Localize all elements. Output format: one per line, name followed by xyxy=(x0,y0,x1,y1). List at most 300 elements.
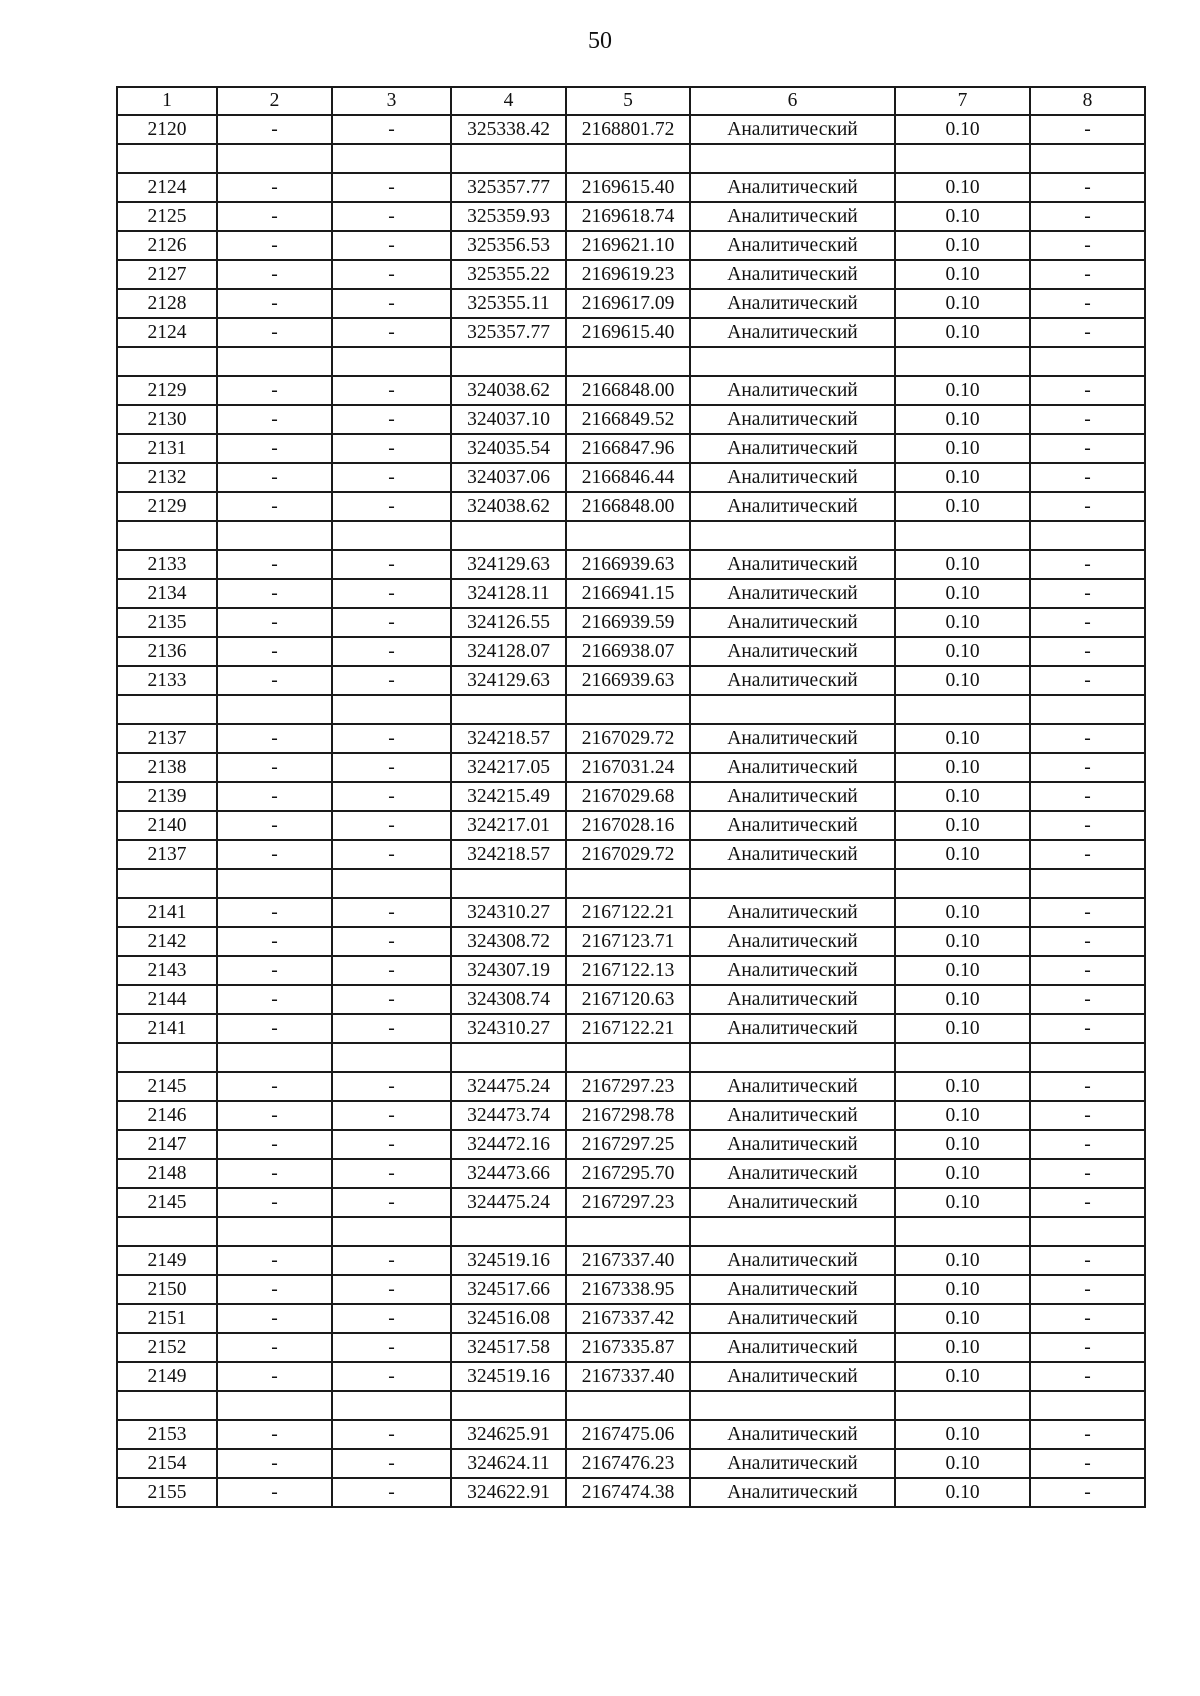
table-cell: - xyxy=(332,956,451,985)
table-cell: 325359.93 xyxy=(451,202,566,231)
table-cell: 0.10 xyxy=(895,1478,1030,1507)
table-cell: Аналитический xyxy=(690,1420,895,1449)
table-cell xyxy=(690,1217,895,1246)
table-cell xyxy=(117,1217,217,1246)
table-cell: 2169617.09 xyxy=(566,289,690,318)
table-cell xyxy=(451,521,566,550)
table-row xyxy=(117,1043,1145,1072)
table-cell: 2126 xyxy=(117,231,217,260)
table-cell: 2167029.72 xyxy=(566,724,690,753)
table-cell xyxy=(217,1391,332,1420)
table-cell xyxy=(566,695,690,724)
table-cell: - xyxy=(1030,231,1145,260)
table-cell: Аналитический xyxy=(690,289,895,318)
table-cell: - xyxy=(1030,115,1145,144)
table-cell: - xyxy=(217,492,332,521)
table-cell: 0.10 xyxy=(895,753,1030,782)
table-cell: 0.10 xyxy=(895,1275,1030,1304)
table-cell: 2167335.87 xyxy=(566,1333,690,1362)
table-cell: 2168801.72 xyxy=(566,115,690,144)
table-cell: 2167337.42 xyxy=(566,1304,690,1333)
table-cell: - xyxy=(1030,608,1145,637)
table-cell: - xyxy=(217,1304,332,1333)
table-cell: - xyxy=(1030,1333,1145,1362)
table-cell: - xyxy=(217,666,332,695)
table-cell: Аналитический xyxy=(690,1159,895,1188)
table-row xyxy=(117,1072,1145,1101)
table-cell xyxy=(117,869,217,898)
table-row xyxy=(117,202,1145,231)
table-row xyxy=(117,1014,1145,1043)
table-cell: 0.10 xyxy=(895,608,1030,637)
table-cell: 2153 xyxy=(117,1420,217,1449)
table-cell: 2167123.71 xyxy=(566,927,690,956)
table-cell xyxy=(332,521,451,550)
table-cell: - xyxy=(217,608,332,637)
column-header: 7 xyxy=(895,87,1030,115)
column-header: 5 xyxy=(566,87,690,115)
table-cell: 0.10 xyxy=(895,1362,1030,1391)
table-cell: - xyxy=(332,724,451,753)
table-cell: 2169615.40 xyxy=(566,173,690,202)
table-cell: - xyxy=(1030,1275,1145,1304)
table-cell: 2128 xyxy=(117,289,217,318)
table-cell: 2167475.06 xyxy=(566,1420,690,1449)
table-cell: - xyxy=(1030,1072,1145,1101)
table-cell: - xyxy=(1030,289,1145,318)
table-row xyxy=(117,927,1145,956)
table-cell xyxy=(451,1043,566,1072)
table-cell: - xyxy=(332,376,451,405)
table-cell: - xyxy=(217,1362,332,1391)
table-cell: 2167338.95 xyxy=(566,1275,690,1304)
table-cell: 2167297.25 xyxy=(566,1130,690,1159)
table-row xyxy=(117,1130,1145,1159)
table-cell: - xyxy=(1030,1304,1145,1333)
table-cell xyxy=(690,144,895,173)
table-cell: 324475.24 xyxy=(451,1072,566,1101)
table-cell: 0.10 xyxy=(895,463,1030,492)
table-cell: 2166846.44 xyxy=(566,463,690,492)
table-cell: 324519.16 xyxy=(451,1246,566,1275)
table-cell: - xyxy=(332,260,451,289)
table-cell: 324217.05 xyxy=(451,753,566,782)
table-cell: - xyxy=(217,260,332,289)
table-cell: - xyxy=(217,811,332,840)
table-cell: - xyxy=(1030,1420,1145,1449)
table-cell: 0.10 xyxy=(895,956,1030,985)
table-cell: 0.10 xyxy=(895,898,1030,927)
table-cell: 2132 xyxy=(117,463,217,492)
table-row xyxy=(117,1101,1145,1130)
table-row xyxy=(117,1246,1145,1275)
table-cell: - xyxy=(217,985,332,1014)
table-cell: 0.10 xyxy=(895,550,1030,579)
table-cell: 2169618.74 xyxy=(566,202,690,231)
table-cell: - xyxy=(217,898,332,927)
table-cell: - xyxy=(1030,985,1145,1014)
table-row xyxy=(117,1391,1145,1420)
table-cell: 324215.49 xyxy=(451,782,566,811)
table-cell: - xyxy=(1030,811,1145,840)
table-cell xyxy=(690,869,895,898)
table-cell: 324126.55 xyxy=(451,608,566,637)
table-cell xyxy=(566,347,690,376)
table-cell: 324473.66 xyxy=(451,1159,566,1188)
table-cell: - xyxy=(332,1362,451,1391)
column-header: 6 xyxy=(690,87,895,115)
table-cell: 2167029.68 xyxy=(566,782,690,811)
table-cell: 0.10 xyxy=(895,1014,1030,1043)
table-cell: - xyxy=(1030,376,1145,405)
table-cell: - xyxy=(332,753,451,782)
table-cell: 0.10 xyxy=(895,637,1030,666)
table-cell xyxy=(217,144,332,173)
table-cell: - xyxy=(332,579,451,608)
table-cell: 324310.27 xyxy=(451,898,566,927)
table-cell: - xyxy=(332,840,451,869)
table-cell: Аналитический xyxy=(690,492,895,521)
column-header: 3 xyxy=(332,87,451,115)
table-cell: 0.10 xyxy=(895,985,1030,1014)
table-row xyxy=(117,463,1145,492)
table-cell: 2167028.16 xyxy=(566,811,690,840)
table-row xyxy=(117,376,1145,405)
table-cell: Аналитический xyxy=(690,115,895,144)
table-cell: Аналитический xyxy=(690,811,895,840)
table-cell: 2166939.63 xyxy=(566,666,690,695)
table-cell xyxy=(332,695,451,724)
table-cell xyxy=(1030,347,1145,376)
table-cell xyxy=(117,695,217,724)
table-cell: Аналитический xyxy=(690,260,895,289)
table-cell: Аналитический xyxy=(690,1304,895,1333)
table-cell: 325355.11 xyxy=(451,289,566,318)
table-row xyxy=(117,1420,1145,1449)
table-cell: 324516.08 xyxy=(451,1304,566,1333)
table-cell: - xyxy=(1030,405,1145,434)
table-cell: 0.10 xyxy=(895,289,1030,318)
table-row xyxy=(117,956,1145,985)
table-cell: 0.10 xyxy=(895,492,1030,521)
table-cell: - xyxy=(217,1014,332,1043)
table-cell: - xyxy=(1030,1362,1145,1391)
table-cell: 2145 xyxy=(117,1188,217,1217)
table-cell xyxy=(332,1217,451,1246)
table-cell: - xyxy=(1030,1449,1145,1478)
table-cell: 324624.11 xyxy=(451,1449,566,1478)
table-cell xyxy=(117,347,217,376)
table-cell: 0.10 xyxy=(895,1420,1030,1449)
table-cell: 2127 xyxy=(117,260,217,289)
table-cell: - xyxy=(332,463,451,492)
table-row xyxy=(117,231,1145,260)
table-cell: 0.10 xyxy=(895,927,1030,956)
table-cell: - xyxy=(217,376,332,405)
table-cell: - xyxy=(332,1188,451,1217)
table-cell: Аналитический xyxy=(690,956,895,985)
table-cell: - xyxy=(332,1130,451,1159)
table-row xyxy=(117,260,1145,289)
table-cell xyxy=(117,1391,217,1420)
table-cell: - xyxy=(332,318,451,347)
table-cell: 2167297.23 xyxy=(566,1072,690,1101)
table-cell: - xyxy=(217,753,332,782)
table-cell: 324625.91 xyxy=(451,1420,566,1449)
table-cell: - xyxy=(1030,1159,1145,1188)
table-cell xyxy=(566,144,690,173)
table-cell: Аналитический xyxy=(690,927,895,956)
table-row xyxy=(117,724,1145,753)
table-cell: 2169615.40 xyxy=(566,318,690,347)
table-row xyxy=(117,1188,1145,1217)
table-cell: - xyxy=(217,1130,332,1159)
table-cell: - xyxy=(217,1072,332,1101)
table-cell: - xyxy=(1030,666,1145,695)
table-cell xyxy=(332,1391,451,1420)
table-cell: 324475.24 xyxy=(451,1188,566,1217)
table-cell: 0.10 xyxy=(895,173,1030,202)
table-cell: 2145 xyxy=(117,1072,217,1101)
table-cell: 2141 xyxy=(117,898,217,927)
table-cell: 2129 xyxy=(117,492,217,521)
table-cell: 0.10 xyxy=(895,434,1030,463)
table-cell: 2167122.21 xyxy=(566,1014,690,1043)
table-row xyxy=(117,637,1145,666)
table-cell xyxy=(217,1043,332,1072)
table-cell: - xyxy=(332,608,451,637)
table-cell: 324217.01 xyxy=(451,811,566,840)
table-cell xyxy=(895,695,1030,724)
table-cell: Аналитический xyxy=(690,550,895,579)
table-cell: Аналитический xyxy=(690,1478,895,1507)
table-cell xyxy=(566,1043,690,1072)
table-cell: - xyxy=(1030,1188,1145,1217)
table-cell: 2135 xyxy=(117,608,217,637)
table-cell: 2167122.13 xyxy=(566,956,690,985)
page-number: 50 xyxy=(588,28,612,54)
table-cell: - xyxy=(217,115,332,144)
table-cell: 2166848.00 xyxy=(566,492,690,521)
table-cell: 324517.66 xyxy=(451,1275,566,1304)
table-cell: - xyxy=(1030,1130,1145,1159)
table-cell: 2166939.59 xyxy=(566,608,690,637)
table-cell: 2167122.21 xyxy=(566,898,690,927)
table-row xyxy=(117,550,1145,579)
table-cell: - xyxy=(1030,724,1145,753)
table-cell xyxy=(217,1217,332,1246)
table-cell: - xyxy=(217,463,332,492)
table-cell: - xyxy=(332,1072,451,1101)
table-cell: 2129 xyxy=(117,376,217,405)
table-cell: 0.10 xyxy=(895,666,1030,695)
table-cell: - xyxy=(1030,1014,1145,1043)
table-cell xyxy=(217,695,332,724)
table-cell: Аналитический xyxy=(690,463,895,492)
table-cell: 324129.63 xyxy=(451,550,566,579)
table-cell: - xyxy=(332,550,451,579)
table-cell: 324038.62 xyxy=(451,376,566,405)
table-cell: 0.10 xyxy=(895,840,1030,869)
table-row xyxy=(117,869,1145,898)
table-row xyxy=(117,898,1145,927)
table-cell xyxy=(451,695,566,724)
table-cell: 0.10 xyxy=(895,231,1030,260)
table-cell xyxy=(895,869,1030,898)
table-cell: 2142 xyxy=(117,927,217,956)
table-cell: 2167029.72 xyxy=(566,840,690,869)
table-cell: 0.10 xyxy=(895,1101,1030,1130)
table-cell: 2154 xyxy=(117,1449,217,1478)
table-cell: 0.10 xyxy=(895,782,1030,811)
table-cell: - xyxy=(217,231,332,260)
table-cell xyxy=(566,869,690,898)
table-cell: - xyxy=(217,927,332,956)
table-cell xyxy=(690,1391,895,1420)
table-cell: 2141 xyxy=(117,1014,217,1043)
table-cell: 0.10 xyxy=(895,1304,1030,1333)
coordinates-table xyxy=(116,86,1146,1508)
table-cell: - xyxy=(217,173,332,202)
table-cell: 2130 xyxy=(117,405,217,434)
table-cell: 325357.77 xyxy=(451,173,566,202)
table-cell: 2167474.38 xyxy=(566,1478,690,1507)
table-cell: Аналитический xyxy=(690,666,895,695)
column-header: 1 xyxy=(117,87,217,115)
table-cell: - xyxy=(217,1275,332,1304)
table-cell: 324128.11 xyxy=(451,579,566,608)
table-cell: - xyxy=(332,1159,451,1188)
table-cell: - xyxy=(332,1478,451,1507)
table-cell: 0.10 xyxy=(895,1449,1030,1478)
table-cell: 324308.72 xyxy=(451,927,566,956)
table-cell xyxy=(332,347,451,376)
table-cell: 0.10 xyxy=(895,405,1030,434)
table-cell xyxy=(332,144,451,173)
table-cell: - xyxy=(332,115,451,144)
table-cell: - xyxy=(217,1420,332,1449)
table-cell: 2144 xyxy=(117,985,217,1014)
table-cell: Аналитический xyxy=(690,1130,895,1159)
table-row xyxy=(117,405,1145,434)
table-cell xyxy=(332,1043,451,1072)
table-cell: - xyxy=(332,1275,451,1304)
table-cell xyxy=(566,1391,690,1420)
table-cell xyxy=(332,869,451,898)
table-cell xyxy=(895,521,1030,550)
table-cell: 2169619.23 xyxy=(566,260,690,289)
table-cell: 0.10 xyxy=(895,579,1030,608)
table-cell: - xyxy=(332,811,451,840)
table-cell: - xyxy=(1030,927,1145,956)
table-cell xyxy=(566,521,690,550)
table-cell: 2137 xyxy=(117,724,217,753)
table-cell: - xyxy=(217,1188,332,1217)
table-cell xyxy=(1030,869,1145,898)
column-header: 4 xyxy=(451,87,566,115)
table-cell: 0.10 xyxy=(895,1188,1030,1217)
table-cell xyxy=(566,1217,690,1246)
table-cell xyxy=(895,1043,1030,1072)
table-cell xyxy=(1030,521,1145,550)
table-row xyxy=(117,347,1145,376)
table-cell: 2167337.40 xyxy=(566,1246,690,1275)
table-cell: 324128.07 xyxy=(451,637,566,666)
table-cell: - xyxy=(217,724,332,753)
table-row xyxy=(117,289,1145,318)
table-cell: - xyxy=(217,1101,332,1130)
table-cell: - xyxy=(1030,1478,1145,1507)
table-row xyxy=(117,115,1145,144)
table-cell: 324307.19 xyxy=(451,956,566,985)
table-cell xyxy=(451,1391,566,1420)
table-row xyxy=(117,811,1145,840)
table-cell: Аналитический xyxy=(690,376,895,405)
table-cell: 2169621.10 xyxy=(566,231,690,260)
table-row xyxy=(117,1478,1145,1507)
table-cell: 2120 xyxy=(117,115,217,144)
table-cell: 2167476.23 xyxy=(566,1449,690,1478)
table-cell: - xyxy=(217,637,332,666)
table-cell: - xyxy=(1030,956,1145,985)
table-cell: - xyxy=(1030,1246,1145,1275)
table-cell: Аналитический xyxy=(690,1014,895,1043)
table-cell: 2167295.70 xyxy=(566,1159,690,1188)
table-row xyxy=(117,782,1145,811)
table-cell: 2147 xyxy=(117,1130,217,1159)
table-cell: 2146 xyxy=(117,1101,217,1130)
table-cell: 324218.57 xyxy=(451,840,566,869)
table-cell: - xyxy=(1030,753,1145,782)
table-cell: - xyxy=(217,579,332,608)
table-cell: 324129.63 xyxy=(451,666,566,695)
table-cell: 2167298.78 xyxy=(566,1101,690,1130)
table-cell xyxy=(895,1391,1030,1420)
table-cell: 2167031.24 xyxy=(566,753,690,782)
table-row xyxy=(117,1333,1145,1362)
table-cell: 324038.62 xyxy=(451,492,566,521)
table-cell: 0.10 xyxy=(895,1130,1030,1159)
table-cell: 2155 xyxy=(117,1478,217,1507)
table-cell xyxy=(217,869,332,898)
table-cell: - xyxy=(1030,840,1145,869)
table-cell: 324517.58 xyxy=(451,1333,566,1362)
table-row xyxy=(117,318,1145,347)
table-cell: 0.10 xyxy=(895,1072,1030,1101)
table-cell: 2133 xyxy=(117,666,217,695)
table-cell: Аналитический xyxy=(690,985,895,1014)
table-cell: 2124 xyxy=(117,173,217,202)
table-row xyxy=(117,1159,1145,1188)
column-header: 8 xyxy=(1030,87,1145,115)
table-cell: - xyxy=(217,1159,332,1188)
table-cell: Аналитический xyxy=(690,405,895,434)
table-cell: 2143 xyxy=(117,956,217,985)
table-cell: 325357.77 xyxy=(451,318,566,347)
table-cell: 324310.27 xyxy=(451,1014,566,1043)
table-cell: 324037.10 xyxy=(451,405,566,434)
table-cell: 2148 xyxy=(117,1159,217,1188)
table-cell: Аналитический xyxy=(690,782,895,811)
table-cell: - xyxy=(332,1101,451,1130)
table-cell xyxy=(690,347,895,376)
table-cell: 2139 xyxy=(117,782,217,811)
table-cell: - xyxy=(332,637,451,666)
table-cell: 324037.06 xyxy=(451,463,566,492)
table-cell: - xyxy=(332,434,451,463)
table-cell: 2136 xyxy=(117,637,217,666)
table-cell: 0.10 xyxy=(895,811,1030,840)
